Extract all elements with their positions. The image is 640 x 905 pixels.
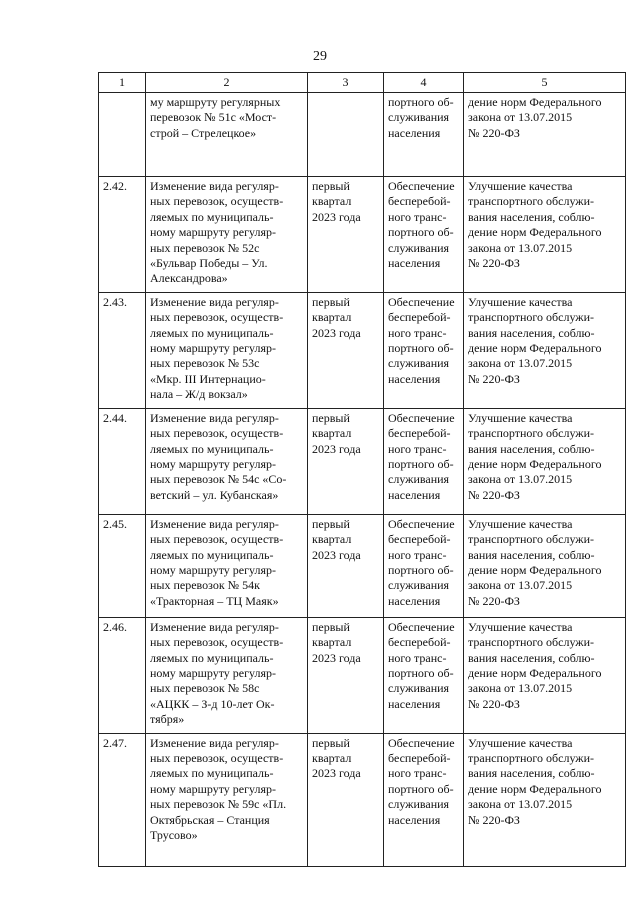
result-line: № 220-ФЗ — [468, 696, 520, 711]
description-line: «Бульвар Победы – Ул. — [150, 256, 268, 271]
term-cell — [308, 514, 384, 617]
table-row — [99, 93, 626, 177]
column-header: 5 — [464, 73, 626, 93]
term-line: квартал — [312, 750, 352, 765]
description-line: «Тракторная – ТЦ Маяк» — [150, 593, 279, 608]
item-number: 2.45. — [99, 514, 146, 617]
result-line: Улучшение качества — [468, 516, 573, 531]
result-cell — [464, 733, 626, 866]
goal-line: портного об- — [388, 665, 454, 680]
description-line: ляемых по муниципаль- — [150, 325, 274, 340]
column-header: 1 — [99, 73, 146, 93]
item-number: 2.42. — [99, 177, 146, 293]
term-line: первый — [312, 410, 350, 425]
description-line: строй – Стрелецкое» — [150, 125, 257, 140]
goal-line: бесперебой- — [388, 310, 451, 325]
item-number — [99, 93, 146, 177]
table-row — [99, 617, 626, 733]
result-line: закона от 13.07.2015 — [468, 797, 573, 812]
description-line: Александрова» — [150, 271, 228, 286]
table-header-row — [99, 73, 626, 93]
description-line: Изменение вида регуляр- — [150, 735, 279, 750]
goal-line: бесперебой- — [388, 750, 451, 765]
result-line: Улучшение качества — [468, 735, 573, 750]
item-number: 2.46. — [99, 617, 146, 733]
result-line: транспортного обслужи- — [468, 635, 594, 650]
result-line: дение норм Федерального — [468, 225, 602, 240]
result-line: № 220-ФЗ — [468, 812, 520, 827]
result-cell — [464, 617, 626, 733]
goal-line: служивания — [388, 578, 450, 593]
term-line: 2023 года — [312, 209, 361, 224]
result-cell — [464, 93, 626, 177]
description-line: ных перевозок, осуществ- — [150, 750, 284, 765]
result-line: № 220-ФЗ — [468, 371, 520, 386]
description-cell — [146, 177, 308, 293]
goal-line: бесперебой- — [388, 532, 451, 547]
term-line: квартал — [312, 426, 352, 441]
document-table — [98, 72, 626, 867]
goal-cell — [384, 514, 464, 617]
result-line: дение норм Федерального — [468, 665, 602, 680]
goal-line: портного об- — [388, 456, 454, 471]
page-number: 29 — [313, 49, 327, 64]
description-line: ляемых по муниципаль- — [150, 650, 274, 665]
result-line: № 220-ФЗ — [468, 593, 520, 608]
item-number: 2.43. — [99, 292, 146, 408]
description-line: ному маршруту регуляр- — [150, 665, 277, 680]
result-line: № 220-ФЗ — [468, 125, 520, 140]
term-cell — [308, 292, 384, 408]
description-cell — [146, 408, 308, 514]
result-line: Улучшение качества — [468, 410, 573, 425]
description-cell — [146, 514, 308, 617]
description-line: «АЦКК – З-д 10-лет Ок- — [150, 696, 275, 711]
goal-line: ного транс- — [388, 766, 447, 781]
description-line: ных перевозок, осуществ- — [150, 532, 284, 547]
goal-line: Обеспечение — [388, 179, 455, 193]
goal-line: Обеспечение — [388, 516, 455, 531]
goal-line: Обеспечение — [388, 619, 455, 634]
term-line: квартал — [312, 635, 352, 650]
goal-line: ного транс- — [388, 650, 447, 665]
goal-line: населения — [388, 696, 441, 711]
column-header: 3 — [308, 73, 384, 93]
goal-line: портного об- — [388, 562, 454, 577]
description-line: ных перевозок, осуществ- — [150, 426, 284, 441]
description-cell — [146, 617, 308, 733]
description-line: тября» — [150, 712, 185, 727]
goal-line: служивания — [388, 110, 450, 125]
term-cell — [308, 408, 384, 514]
term-cell — [308, 93, 384, 177]
result-line: вания населения, соблю- — [468, 209, 595, 224]
description-line: ветский – ул. Кубанская» — [150, 487, 279, 502]
table-row — [99, 177, 626, 293]
term-line: 2023 года — [312, 766, 361, 781]
goal-line: населения — [388, 812, 441, 827]
term-line: 2023 года — [312, 441, 361, 456]
description-line: ных перевозок № 54с «Со- — [150, 472, 287, 487]
goal-line: населения — [388, 593, 441, 608]
description-line: Октябрьская – Станция — [150, 812, 270, 827]
result-line: № 220-ФЗ — [468, 487, 520, 502]
description-line: Трусово» — [150, 827, 198, 842]
description-line: Изменение вида регуляр- — [150, 516, 279, 531]
result-line: Улучшение качества — [468, 179, 573, 193]
result-line: вания населения, соблю- — [468, 547, 595, 562]
result-line: вания населения, соблю- — [468, 441, 595, 456]
goal-line: служивания — [388, 797, 450, 812]
result-line: транспортного обслужи- — [468, 426, 594, 441]
description-line: ляемых по муниципаль- — [150, 441, 274, 456]
result-cell — [464, 514, 626, 617]
result-cell — [464, 177, 626, 293]
item-number: 2.47. — [99, 733, 146, 866]
description-line: перевозок № 51с «Мост- — [150, 110, 277, 125]
goal-line: Обеспечение — [388, 410, 455, 425]
description-line: ных перевозок № 53с — [150, 356, 260, 371]
term-line: первый — [312, 735, 350, 750]
result-line: Улучшение качества — [468, 294, 573, 309]
description-line: ляемых по муниципаль- — [150, 547, 274, 562]
goal-cell — [384, 408, 464, 514]
result-line: закона от 13.07.2015 — [468, 110, 573, 125]
description-line: Изменение вида регуляр- — [150, 294, 279, 309]
goal-cell — [384, 292, 464, 408]
result-line: закона от 13.07.2015 — [468, 578, 573, 593]
description-line: ных перевозок № 59с «Пл. — [150, 797, 287, 812]
result-line: Улучшение качества — [468, 619, 573, 634]
goal-line: бесперебой- — [388, 635, 451, 650]
term-cell — [308, 617, 384, 733]
result-line: вания населения, соблю- — [468, 650, 595, 665]
goal-cell — [384, 93, 464, 177]
table-row — [99, 292, 626, 408]
description-line: ному маршруту регуляр- — [150, 781, 277, 796]
term-line: 2023 года — [312, 325, 361, 340]
goal-line: ного транс- — [388, 325, 447, 340]
result-line: транспортного обслужи- — [468, 750, 594, 765]
result-cell — [464, 408, 626, 514]
table-row — [99, 408, 626, 514]
description-line: ных перевозок, осуществ- — [150, 635, 284, 650]
goal-line: населения — [388, 487, 441, 502]
result-line: транспортного обслужи- — [468, 532, 594, 547]
goal-line: служивания — [388, 472, 450, 487]
description-line: «Мкр. III Интернацио- — [150, 371, 266, 386]
description-line: нала – Ж/д вокзал» — [150, 387, 248, 402]
goal-line: ного транс- — [388, 441, 447, 456]
result-line: вания населения, соблю- — [468, 325, 595, 340]
goal-line: бесперебой- — [388, 426, 451, 441]
result-line: дение норм Федерального — [468, 781, 602, 796]
goal-line: портного об- — [388, 781, 454, 796]
term-cell — [308, 733, 384, 866]
description-line: ных перевозок, осуществ- — [150, 310, 284, 325]
result-line: транспортного обслужи- — [468, 310, 594, 325]
term-line: первый — [312, 179, 350, 193]
description-line: ному маршруту регуляр- — [150, 341, 277, 356]
result-line: дение норм Федерального — [468, 95, 602, 109]
result-line: дение норм Федерального — [468, 456, 602, 471]
column-header: 4 — [384, 73, 464, 93]
term-line: первый — [312, 294, 350, 309]
description-line: Изменение вида регуляр- — [150, 179, 279, 193]
description-line: ных перевозок № 58с — [150, 681, 260, 696]
description-line: ляемых по муниципаль- — [150, 209, 274, 224]
term-line: первый — [312, 619, 350, 634]
result-line: закона от 13.07.2015 — [468, 240, 573, 255]
table-row — [99, 733, 626, 866]
term-line: первый — [312, 516, 350, 531]
goal-cell — [384, 733, 464, 866]
goal-line: населения — [388, 371, 441, 386]
goal-line: портного об- — [388, 225, 454, 240]
description-line: Изменение вида регуляр- — [150, 619, 279, 634]
description-line: ных перевозок № 54к — [150, 578, 260, 593]
goal-line: Обеспечение — [388, 735, 455, 750]
goal-line: населения — [388, 125, 441, 140]
goal-line: портного об- — [388, 341, 454, 356]
goal-line: ного транс- — [388, 209, 447, 224]
result-line: № 220-ФЗ — [468, 256, 520, 271]
goal-line: портного об- — [388, 95, 454, 109]
goal-line: Обеспечение — [388, 294, 455, 309]
term-cell — [308, 177, 384, 293]
term-line: 2023 года — [312, 547, 361, 562]
result-line: закона от 13.07.2015 — [468, 681, 573, 696]
result-line: дение норм Федерального — [468, 341, 602, 356]
table-row — [99, 514, 626, 617]
column-header: 2 — [146, 73, 308, 93]
goal-cell — [384, 177, 464, 293]
goal-cell — [384, 617, 464, 733]
goal-line: служивания — [388, 356, 450, 371]
description-line: ных перевозок, осуществ- — [150, 194, 284, 209]
description-line: ному маршруту регуляр- — [150, 456, 277, 471]
goal-line: бесперебой- — [388, 194, 451, 209]
item-number: 2.44. — [99, 408, 146, 514]
goal-line: ного транс- — [388, 547, 447, 562]
result-line: закона от 13.07.2015 — [468, 472, 573, 487]
description-cell — [146, 292, 308, 408]
result-cell — [464, 292, 626, 408]
term-line: квартал — [312, 532, 352, 547]
description-line: Изменение вида регуляр- — [150, 410, 279, 425]
description-line: му маршруту регулярных — [150, 95, 281, 109]
description-line: ному маршруту регуляр- — [150, 562, 277, 577]
term-line: квартал — [312, 194, 352, 209]
result-line: транспортного обслужи- — [468, 194, 594, 209]
term-line: 2023 года — [312, 650, 361, 665]
description-line: ному маршруту регуляр- — [150, 225, 277, 240]
result-line: вания населения, соблю- — [468, 766, 595, 781]
goal-line: населения — [388, 256, 441, 271]
goal-line: служивания — [388, 681, 450, 696]
goal-line: служивания — [388, 240, 450, 255]
description-cell — [146, 93, 308, 177]
description-cell — [146, 733, 308, 866]
description-line: ляемых по муниципаль- — [150, 766, 274, 781]
description-line: ных перевозок № 52с — [150, 240, 260, 255]
term-line: квартал — [312, 310, 352, 325]
result-line: дение норм Федерального — [468, 562, 602, 577]
result-line: закона от 13.07.2015 — [468, 356, 573, 371]
